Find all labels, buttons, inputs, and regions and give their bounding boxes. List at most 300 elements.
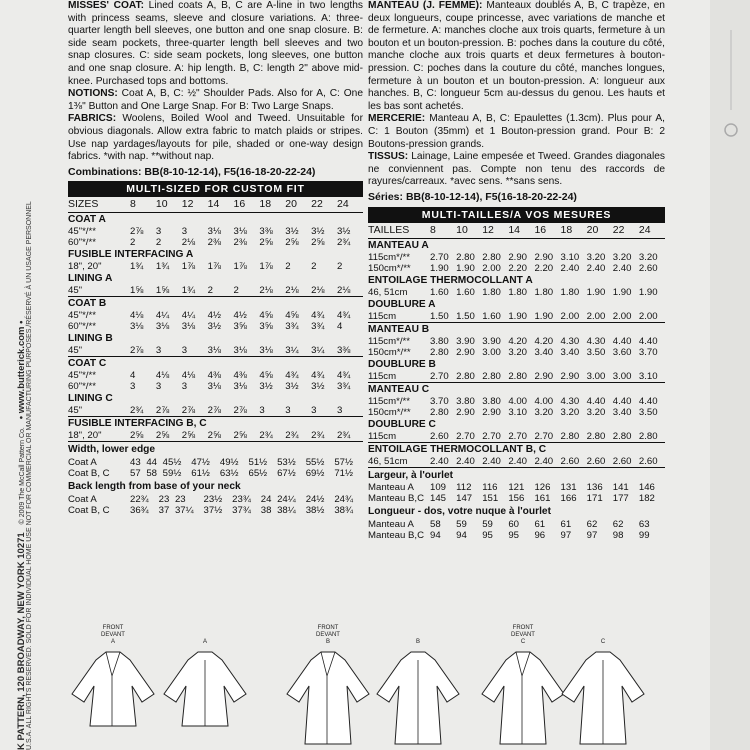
- notions-title-fr: MERCERIE:: [368, 113, 426, 125]
- value-cell: 3.40: [534, 346, 554, 358]
- value-cell: 23½: [203, 493, 223, 505]
- table-row: [68, 345, 363, 357]
- value-cell: 2⅞: [156, 405, 182, 417]
- fabric-label: COAT A: [68, 214, 106, 226]
- table-row: [368, 519, 665, 530]
- table-row: [368, 530, 665, 541]
- value-cell: 3½: [285, 381, 299, 393]
- value-cell: 146: [638, 482, 655, 494]
- value-cell: 4.00: [534, 395, 554, 407]
- value-cell: 2.70: [534, 431, 560, 443]
- value-cell: 3¾: [285, 321, 299, 333]
- value-cell: 62: [586, 518, 598, 530]
- coat-sketch-b-front: [283, 625, 373, 748]
- value-cell: 2⅛: [311, 285, 337, 297]
- value-cell: 4: [337, 321, 343, 333]
- size-cell: 12: [482, 223, 508, 239]
- value-cell: 1.50: [430, 311, 456, 323]
- value-cell: 61: [560, 518, 572, 530]
- value-cell: 3: [155, 226, 162, 238]
- value-cell: 4¾: [337, 370, 351, 382]
- value-cell: 22¾: [130, 493, 149, 505]
- value-cell: 3.00: [587, 371, 613, 383]
- value-cell: 67½: [277, 467, 296, 479]
- value-cell: 3⅜: [337, 345, 363, 357]
- fabric-label: MANTEAU B: [368, 323, 430, 335]
- size-cell: 12: [182, 197, 208, 213]
- value-cell: 3: [181, 226, 188, 238]
- value-cell: 1.60: [456, 286, 475, 298]
- value-cell: 2.70: [430, 371, 456, 383]
- value-cell: 2.80: [613, 431, 639, 443]
- table-row: [368, 371, 665, 383]
- row-label: Coat B, C: [68, 467, 110, 479]
- value-cell: 3.80: [430, 335, 449, 347]
- value-cell: 2.70: [456, 431, 482, 443]
- value-cell: 147: [456, 493, 473, 505]
- value-cell: 1.80: [534, 286, 554, 298]
- value-cell: 2.60: [613, 456, 639, 468]
- row-label: 115cm: [368, 431, 430, 443]
- value-cell: 2.90: [534, 251, 554, 263]
- row-label: 115cm*/**: [368, 395, 410, 407]
- value-cell: 2.90: [456, 406, 475, 418]
- value-cell: 3.20: [638, 251, 658, 263]
- value-cell: 2¾: [285, 430, 311, 442]
- value-cell: 2¾: [337, 237, 351, 249]
- value-cell: 95: [508, 529, 519, 541]
- value-cell: 4: [130, 370, 136, 382]
- yardage-table-en: [68, 197, 363, 442]
- value-cell: 57½: [334, 456, 353, 468]
- value-cell: 2.40: [612, 262, 632, 274]
- value-cell: 126: [534, 482, 551, 494]
- value-cell: 24¾: [334, 493, 353, 505]
- value-cell: 2.70: [430, 251, 449, 263]
- size-cell: 22: [311, 197, 337, 213]
- value-cell: 141: [612, 482, 629, 494]
- table-row: [68, 237, 363, 248]
- fabrics-text-en: Woolens, Boiled Wool and Tweed. Unsuitable for obvious diagonals. Allow extra fabric to match plaids or stripes. Use nap yardages/layouts for pile, shaded or one-way design fabrics. *with nap. **without nap.: [68, 113, 363, 163]
- coat-sketch-b-back: [373, 625, 463, 748]
- value-cell: 2.80: [482, 371, 508, 383]
- table-row: [68, 226, 363, 237]
- fabric-label-row: [68, 417, 363, 431]
- value-cell: 4⅛: [181, 370, 196, 382]
- fabric-label-row: [368, 442, 665, 456]
- value-cell: 1⅝: [130, 285, 156, 297]
- row-label: Manteau A: [368, 482, 414, 494]
- value-cell: 2.80: [482, 251, 501, 263]
- combinations-fr: [368, 191, 665, 204]
- sketch-label: A: [202, 639, 207, 645]
- value-cell: 2⅜: [207, 237, 221, 249]
- fabric-label: FUSIBLE INTERFACING A: [68, 249, 194, 261]
- value-cell: 2: [155, 237, 162, 249]
- value-cell: 2⅞: [234, 405, 260, 417]
- value-cell: 23: [174, 493, 186, 505]
- value-cell: 2⅝: [311, 237, 325, 249]
- value-cell: 3⅛: [181, 321, 196, 333]
- table-row: [368, 311, 665, 323]
- value-cell: 3⅛: [259, 345, 285, 357]
- value-cell: 3: [182, 345, 208, 357]
- value-cell: 4⅝: [259, 370, 273, 382]
- value-cell: 2⅛: [259, 285, 285, 297]
- value-cell: 2⅝: [130, 430, 156, 442]
- size-cell: 18: [259, 197, 285, 213]
- value-cell: 37: [158, 504, 170, 516]
- value-cell: 61½: [191, 467, 210, 479]
- value-cell: 121: [508, 482, 525, 494]
- value-cell: 2.00: [639, 311, 665, 323]
- value-cell: 38: [260, 504, 272, 516]
- value-cell: 1.80: [560, 286, 580, 298]
- row-label: 150cm*/**: [368, 346, 411, 358]
- notions-en: [68, 88, 363, 113]
- value-cell: 2⅞: [182, 405, 208, 417]
- value-cell: 59: [456, 518, 467, 530]
- value-cell: 36¾: [130, 504, 149, 516]
- value-cell: 4.40: [586, 395, 606, 407]
- fabrics-en: [68, 113, 363, 163]
- size-cell: 20: [587, 223, 613, 239]
- coat-sketch-a-front: [68, 625, 158, 748]
- value-cell: 2.00: [561, 311, 587, 323]
- value-cell: 3: [311, 405, 337, 417]
- size-cell: 24: [337, 197, 363, 213]
- row-label: 45"*/**: [68, 310, 96, 322]
- value-cell: 2.60: [587, 456, 613, 468]
- row-label: 18", 20": [68, 261, 102, 273]
- value-cell: 3¼: [285, 345, 311, 357]
- value-cell: 24¼: [277, 493, 296, 505]
- value-cell: 182: [638, 493, 655, 505]
- coat-sketch-c-back: [558, 625, 648, 748]
- value-cell: 151: [482, 493, 499, 505]
- row-label: Coat A: [68, 456, 97, 468]
- value-cell: 4¾: [311, 370, 325, 382]
- value-cell: 2¾: [259, 430, 285, 442]
- value-cell: 95: [482, 529, 493, 541]
- fabric-label-row: [368, 274, 665, 287]
- fabric-label-row: [368, 298, 665, 311]
- size-cell: 22: [613, 223, 639, 239]
- value-cell: 2.40: [430, 456, 456, 468]
- fabric-label-row: [368, 322, 665, 336]
- value-cell: 4¼: [155, 310, 170, 322]
- sketch-label: FRONT DEVANT A: [101, 625, 125, 645]
- value-cell: 3.40: [560, 346, 580, 358]
- value-cell: 2¾: [337, 430, 363, 442]
- fabric-label-row: [68, 332, 363, 345]
- value-cell: 62: [612, 518, 624, 530]
- value-cell: 3.10: [639, 371, 665, 383]
- table-row: [368, 431, 665, 443]
- value-cell: 57: [130, 467, 141, 479]
- value-cell: 4¾: [337, 310, 351, 322]
- fabric-label-row: [368, 382, 665, 396]
- value-cell: 3⅛: [155, 321, 170, 333]
- combinations-text-en: Combinations: BB(8-10-12-14), F5(16-18-20-22-24): [68, 165, 316, 178]
- sizes-label: TAILLES: [368, 223, 430, 239]
- value-cell: 2.80: [456, 251, 475, 263]
- row-label: 150cm*/**: [368, 406, 411, 418]
- spine-address-text: K PATTERN, 120 BROADWAY, NEW YORK 10271: [16, 532, 27, 750]
- technical-sketches: [68, 625, 673, 750]
- fabric-label: ENTOILAGE THERMOCOLLANT B, C: [368, 443, 547, 455]
- sketch-label: C: [600, 639, 606, 645]
- yardage-table-fr: [368, 223, 665, 468]
- table-row: [68, 310, 363, 321]
- value-cell: 2.80: [639, 431, 665, 443]
- value-cell: 3: [337, 405, 363, 417]
- value-cell: 3⅛: [233, 226, 247, 238]
- coat-outline-icon: [373, 646, 463, 746]
- value-cell: 2.00: [613, 311, 639, 323]
- value-cell: 1.90: [612, 286, 632, 298]
- value-cell: 3.90: [456, 335, 475, 347]
- coat-sketch-a-back: [160, 625, 250, 748]
- value-cell: 1.90: [456, 262, 475, 274]
- value-cell: 145: [430, 493, 447, 505]
- value-cell: 3.40: [612, 406, 632, 418]
- value-cell: 2: [337, 261, 343, 273]
- fabrics-title-en: FABRICS:: [68, 113, 117, 125]
- value-cell: 4.40: [612, 335, 632, 347]
- row-label: 115cm: [368, 371, 430, 383]
- table-row: [68, 505, 363, 516]
- value-cell: 1⅞: [233, 261, 247, 273]
- back-length-title-fr: Longueur - dos, votre nuque à l'ourlet: [368, 506, 551, 518]
- value-cell: 3⅛: [207, 226, 221, 238]
- value-cell: 3: [259, 405, 285, 417]
- value-cell: 51½: [248, 456, 268, 468]
- fabric-label: DOUBLURE A: [368, 298, 436, 310]
- value-cell: 4⅜: [207, 370, 221, 382]
- row-label: 46, 51cm: [368, 286, 408, 298]
- value-cell: 4⅜: [233, 370, 247, 382]
- value-cell: 2: [130, 237, 136, 249]
- row-label: 60"*/**: [68, 321, 96, 333]
- value-cell: 2.60: [561, 456, 587, 468]
- value-cell: 2.90: [482, 406, 501, 418]
- value-cell: 2⅝: [156, 430, 182, 442]
- value-cell: 2⅞: [130, 226, 144, 238]
- table-row: [368, 263, 665, 274]
- value-cell: 37¾: [232, 504, 251, 516]
- value-cell: 4.40: [638, 395, 658, 407]
- fabric-label-row: [368, 418, 665, 431]
- value-cell: 55½: [305, 456, 325, 468]
- value-cell: 3.20: [560, 406, 580, 418]
- value-cell: 2⅛: [181, 237, 196, 249]
- value-cell: 53½: [277, 456, 296, 468]
- spine: [2, 0, 33, 750]
- fabric-label: LINING C: [68, 393, 113, 405]
- value-cell: 69½: [305, 467, 325, 479]
- fabric-label-row: [68, 213, 363, 227]
- fabric-label: DOUBLURE B: [368, 358, 436, 370]
- value-cell: 2⅝: [285, 237, 299, 249]
- value-cell: 156: [508, 493, 525, 505]
- value-cell: 2.40: [482, 456, 508, 468]
- chart-header-fr: MULTI-TAILLES/A VOS MESURES: [368, 207, 665, 223]
- value-cell: 2.20: [534, 262, 554, 274]
- value-cell: 2⅞: [130, 345, 156, 357]
- value-cell: 59: [482, 518, 493, 530]
- value-cell: 60: [508, 518, 519, 530]
- description-text-fr: Manteaux doublés A, B, C trapèze, en deux longueurs, coupe princesse, avec variations de manche et de fermeture. A: manches cloche aux trois quarts, fermeture à un bouton et un bouton-pression. B: poches dans la couture du côté, manche cloche aux trois quarts et deux fermetures à bouton-pression. C: poches dans la couture du côté, manches longues, fermeture à un bouton et un bouton-pression. A: longueur aux hanches. B, C: longueur 5cm au-dessus du genou. Les hauts et les bas sont achetés.: [368, 0, 665, 112]
- fabric-label: LINING B: [68, 333, 113, 345]
- value-cell: 1.80: [508, 286, 528, 298]
- fabric-label: COAT B: [68, 298, 107, 310]
- value-cell: 44: [146, 456, 157, 468]
- row-label: Coat A: [68, 493, 97, 505]
- sketch-label: B: [415, 639, 420, 645]
- size-cell: 10: [456, 223, 482, 239]
- width-table-fr: [368, 482, 665, 504]
- fabrics-fr: [368, 151, 665, 189]
- back-length-title-en: Back length from base of your neck: [68, 480, 241, 492]
- value-cell: 23¾: [232, 493, 251, 505]
- value-cell: 4⅝: [259, 310, 273, 322]
- stamp-mark: [720, 20, 742, 130]
- size-cell: 8: [430, 223, 456, 239]
- row-label: 45"*/**: [68, 370, 96, 382]
- combinations-text-fr: Séries: BB(8-10-12-14), F5(16-18-20-22-24): [368, 190, 577, 203]
- value-cell: 2⅝: [234, 430, 260, 442]
- coat-outline-icon: [558, 646, 648, 746]
- value-cell: 3¾: [311, 321, 325, 333]
- value-cell: 2¾: [311, 430, 337, 442]
- size-cell: 16: [534, 223, 560, 239]
- value-cell: 2.80: [456, 371, 482, 383]
- value-cell: 2⅛: [285, 285, 311, 297]
- value-cell: 3: [130, 381, 136, 393]
- value-cell: 59½: [162, 467, 182, 479]
- value-cell: 3.20: [586, 251, 606, 263]
- value-cell: 2⅝: [182, 430, 208, 442]
- table-row: [368, 287, 665, 298]
- value-cell: 2: [285, 261, 291, 273]
- value-cell: 24½: [305, 493, 325, 505]
- fabric-label: COAT C: [68, 358, 107, 370]
- back-length-table-fr: [368, 519, 665, 541]
- value-cell: 2.90: [508, 251, 528, 263]
- value-cell: 4⅛: [155, 370, 170, 382]
- fabrics-title-fr: TISSUS:: [368, 151, 409, 163]
- table-row: [68, 457, 363, 468]
- row-label: 150cm*/**: [368, 262, 411, 274]
- value-cell: 2: [208, 285, 234, 297]
- notions-title-en: NOTIONS:: [68, 88, 118, 100]
- value-cell: 94: [456, 529, 467, 541]
- value-cell: 63: [638, 518, 650, 530]
- row-label: 45": [68, 405, 130, 417]
- table-row: [368, 482, 665, 493]
- description-text-en: Lined coats A, B, C are A-line in two lengths with princess seams, sleeve and closure variations. A: three-quarter length bell sleeves, one button and one snap closure. B: side seam pockets, three-quarter length bell sleeves and two snap closures. C: side seam pockets, long sleeves, one button and one snap closure. A: hip length. B, C: length 2" above mid-knee. Purchased tops and bottoms.: [68, 0, 363, 87]
- fabric-label-row: [368, 238, 665, 252]
- value-cell: 4.20: [534, 335, 554, 347]
- notions-fr: [368, 113, 665, 151]
- value-cell: 3.80: [482, 395, 501, 407]
- value-cell: 2.00: [587, 311, 613, 323]
- value-cell: 1¾: [182, 285, 208, 297]
- value-cell: 2.80: [587, 431, 613, 443]
- value-cell: 3.60: [612, 346, 632, 358]
- value-cell: 97: [586, 529, 598, 541]
- value-cell: 2.60: [638, 262, 658, 274]
- value-cell: 3⅛: [234, 345, 260, 357]
- spine-website: • www.butterick.com •: [16, 320, 27, 420]
- value-cell: 4⅛: [130, 310, 144, 322]
- description-title-fr: MANTEAU (J. FEMME):: [368, 0, 483, 11]
- value-cell: 38¾: [334, 504, 353, 516]
- coat-outline-icon: [478, 646, 568, 746]
- value-cell: 3⅝: [233, 321, 247, 333]
- value-cell: 38½: [305, 504, 325, 516]
- value-cell: 3¼: [311, 345, 337, 357]
- fabric-label-row: [68, 272, 363, 285]
- value-cell: 3½: [207, 321, 221, 333]
- value-cell: 4¼: [181, 310, 196, 322]
- table-row: [68, 430, 363, 442]
- value-cell: 2.20: [508, 262, 528, 274]
- row-label: 60"*/**: [68, 381, 96, 393]
- row-label: 60"*/**: [68, 237, 96, 249]
- value-cell: 131: [560, 482, 577, 494]
- value-cell: 37½: [203, 504, 223, 516]
- fabric-label-row: [68, 392, 363, 405]
- value-cell: 1.90: [638, 286, 658, 298]
- value-cell: 2.70: [508, 431, 534, 443]
- value-cell: 2.00: [482, 262, 501, 274]
- value-cell: 136: [586, 482, 603, 494]
- size-cell: 14: [208, 197, 234, 213]
- value-cell: 3.20: [508, 346, 528, 358]
- value-cell: 1¾: [155, 261, 170, 273]
- row-label: 46, 51cm: [368, 456, 430, 468]
- value-cell: 4.40: [612, 395, 632, 407]
- fabric-label: ENTOILAGE THERMOCOLLANT A: [368, 274, 533, 286]
- sizes-row: [68, 197, 363, 213]
- width-table-en: [68, 457, 363, 479]
- value-cell: 99: [638, 529, 650, 541]
- row-label: 18", 20": [68, 430, 130, 442]
- fabric-label-row: [68, 297, 363, 311]
- value-cell: 2⅜: [233, 237, 247, 249]
- value-cell: 3.50: [586, 346, 606, 358]
- value-cell: 4¾: [285, 370, 299, 382]
- value-cell: 1.80: [482, 286, 501, 298]
- value-cell: 1.50: [456, 311, 482, 323]
- value-cell: 1⅞: [181, 261, 196, 273]
- value-cell: 3.50: [638, 406, 658, 418]
- right-edge-strip: [710, 0, 750, 750]
- value-cell: 2.40: [560, 262, 580, 274]
- value-cell: 1.90: [534, 311, 560, 323]
- value-cell: 3: [155, 381, 162, 393]
- value-cell: 3⅛: [233, 381, 247, 393]
- row-label: 115cm: [368, 311, 430, 323]
- value-cell: 3½: [259, 381, 273, 393]
- row-label: 115cm*/**: [368, 251, 410, 263]
- spine-legal: U.S.A. ALL RIGHTS RESERVED. SOLD FOR INDIVIDUAL HOME USE NOT FOR COMMERCIAL OR MANUFACTURING PURPOSES./RÉSERVÉ À UN USAGE PERSONNEL: [26, 201, 33, 750]
- value-cell: 3.00: [613, 371, 639, 383]
- table-row: [368, 493, 665, 504]
- sizes-row: [368, 223, 665, 239]
